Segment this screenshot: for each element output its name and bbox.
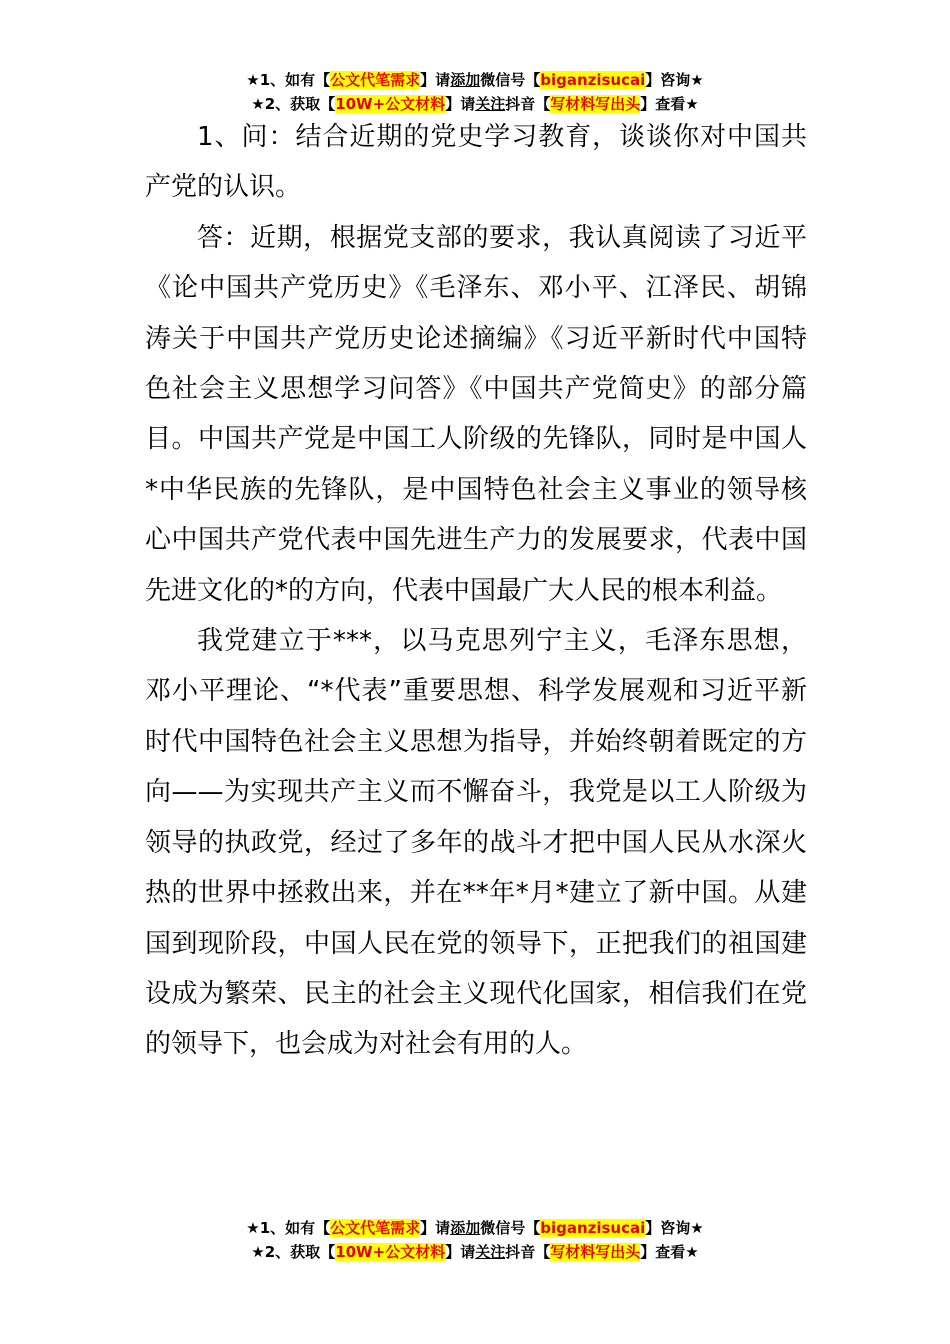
banner-line-1 (0, 1216, 950, 1240)
banner-text: 微信号【 (480, 71, 541, 89)
banner-text: 】请 (445, 1243, 476, 1261)
body-paragraph: 我党建立于***，以马克思列宁主义，毛泽东思想，邓小平理论、“*代表”重要思想、科学发展观和习近平新时代中国特色社会主义思想为指导，并始终朝着既定的方向——为实现共产主义而不懈奋斗，我党是以工人阶级为领导的执政党，经过了多年的战斗才把中国人民从水深火热的世界中拯救出来，并在**年*月*建立了新中国。从建国到现阶段，中国人民在党的领导下，正把我们的祖国建设成为繁荣、民主的社会主义现代化国家，相信我们在党的领导下，也会成为对社会有用的人。 (145, 626, 807, 1060)
banner-text: 抖音【 (505, 1243, 551, 1261)
banner-wechat-id: biganzisucai (540, 71, 646, 89)
banner-douyin-id: 写材料写出头 (550, 1243, 641, 1261)
banner-underlined: 添加 (450, 1219, 481, 1237)
banner-text: 】请 (420, 1219, 451, 1237)
banner-text: ★2、获取【 (251, 1243, 336, 1261)
banner-text: 】查看★ (640, 95, 699, 113)
footer-banner (0, 1216, 950, 1264)
banner-text: 】查看★ (640, 1243, 699, 1261)
banner-highlight: 公文代笔需求 (330, 71, 421, 89)
banner-text: 抖音【 (505, 95, 551, 113)
banner-text: 】请 (420, 71, 451, 89)
header-banner (0, 68, 950, 116)
banner-underlined: 关注 (475, 95, 506, 113)
banner-line-1 (0, 68, 950, 92)
banner-highlight: 10W+公文材料 (335, 95, 446, 113)
banner-underlined: 关注 (475, 1243, 506, 1261)
banner-text: ★1、如有【 (246, 1219, 331, 1237)
question-paragraph: 1、问：结合近期的党史学习教育，谈谈你对中国共产党的认识。 (145, 122, 807, 203)
answer-paragraph: 答：近期，根据党支部的要求，我认真阅读了习近平《论中国共产党历史》《毛泽东、邓小平、江泽民、胡锦涛关于中国共产党历史论述摘编》《习近平新时代中国特色社会主义思想学习问答》《中国共产党简史》的部分篇目。中国共产党是中国工人阶级的先锋队，同时是中国人*中华民族的先锋队，是中国特色社会主义事业的领导核心中国共产党代表中国先进生产力的发展要求，代表中国先进文化的*的方向，代表中国最广大人民的根本利益。 (145, 222, 807, 606)
banner-douyin-id: 写材料写出头 (550, 95, 641, 113)
banner-text: 】咨询★ (645, 71, 704, 89)
banner-text: 微信号【 (480, 1219, 541, 1237)
banner-text: 】咨询★ (645, 1219, 704, 1237)
banner-highlight: 公文代笔需求 (330, 1219, 421, 1237)
banner-text: ★1、如有【 (246, 71, 331, 89)
banner-line-2 (0, 1240, 950, 1264)
banner-text: ★2、获取【 (251, 95, 336, 113)
document-body (145, 112, 807, 1070)
banner-wechat-id: biganzisucai (540, 1219, 646, 1237)
banner-highlight: 10W+公文材料 (335, 1243, 446, 1261)
banner-underlined: 添加 (450, 71, 481, 89)
banner-text: 】请 (445, 95, 476, 113)
